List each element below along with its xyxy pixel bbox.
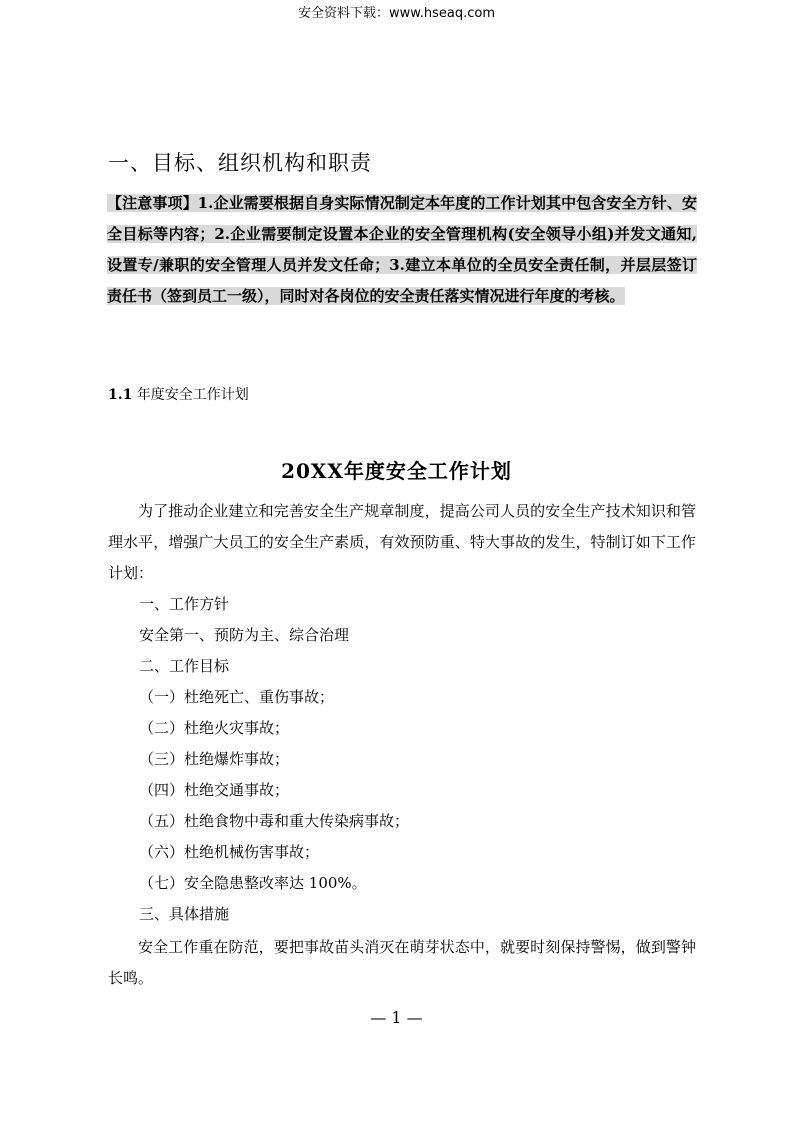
plan-line: （四）杜绝交通事故； bbox=[139, 781, 290, 799]
plan-line: 二、工作目标 bbox=[139, 657, 230, 675]
section-title: 一、目标、组织机构和职责 bbox=[108, 151, 372, 175]
plan-line: （二）杜绝火灾事故； bbox=[139, 719, 290, 737]
notice-block bbox=[107, 188, 697, 312]
plan-intro: 为了推动企业建立和完善安全生产规章制度，提高公司人员的安全生产技术知识和管理水平，增强广大员工的安全生产素质，有效预防重、特大事故的发生，特制订如下工作计划： bbox=[108, 502, 696, 582]
header-download-text: 安全资料下载：www.hseaq.com bbox=[298, 6, 495, 21]
subsection-number: 1.1 bbox=[108, 387, 133, 403]
plan-line: （三）杜绝爆炸事故； bbox=[139, 750, 290, 768]
plan-line: （五）杜绝食物中毒和重大传染病事故； bbox=[139, 812, 410, 830]
plan-line: （六）杜绝机械伤害事故； bbox=[139, 843, 320, 861]
page-number: — 1 — bbox=[370, 1008, 423, 1027]
plan-measure: 安全工作重在防范，要把事故苗头消灭在萌芽状态中，就要时刻保持警惕，做到警钟长鸣。 bbox=[108, 938, 696, 987]
subsection-title: 年度安全工作计划 bbox=[136, 387, 249, 403]
plan-line: （一）杜绝死亡、重伤事故； bbox=[139, 688, 335, 706]
plan-line: 安全第一、预防为主、综合治理 bbox=[139, 626, 350, 644]
plan-line: （七）安全隐患整改率达 100%。 bbox=[139, 874, 367, 892]
plan-line: 一、工作方针 bbox=[139, 595, 230, 613]
plan-title: 20XX年度安全工作计划 bbox=[281, 459, 512, 483]
subsection-heading bbox=[108, 384, 249, 404]
notice-text: 【注意事项】1.企业需要根据自身实际情况制定本年度的工作计划其中包含安全方针、安全目标等内容；2.企业需要制定设置本企业的安全管理机构(安全领导小组)并发文通知,设置专/兼职的安全管理人员并发文任命；3.建立本单位的全员安全责任制，并层层签订责任书（签到员工一级），同时对各岗位的安全责任落实情况进行年度的考核。 bbox=[107, 194, 697, 305]
plan-line: 三、具体措施 bbox=[139, 905, 230, 923]
